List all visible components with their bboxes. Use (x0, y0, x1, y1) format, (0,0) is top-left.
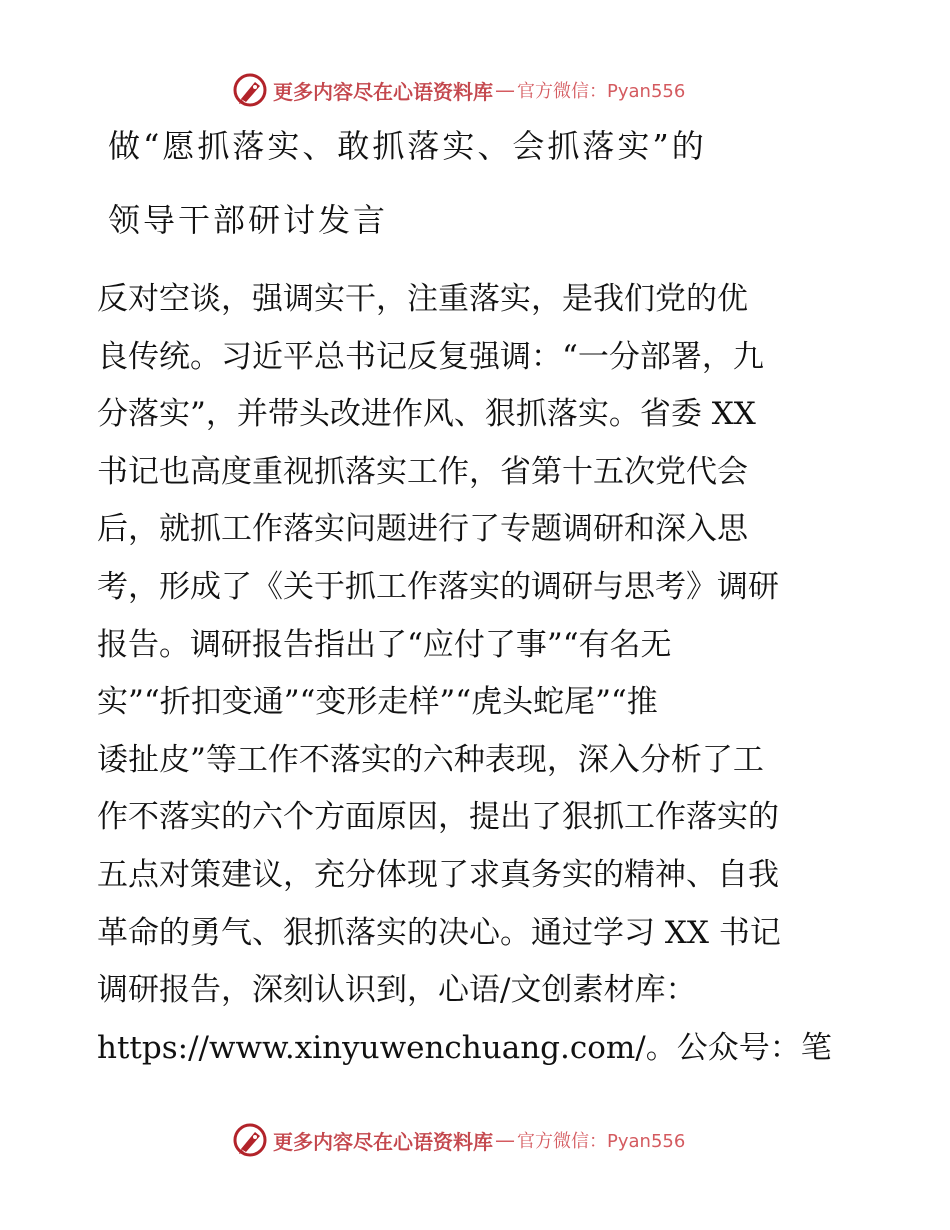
body-line: 作不落实的六个方面原因，提出了狠抓工作落实的 (97, 799, 779, 836)
body-line: 五点对策建议，充分体现了求真务实的精神、自我 (97, 856, 779, 893)
body-line: 良传统。习近平总书记反复强调：“一分部署，九 (97, 338, 764, 375)
body-line: 革命的勇气、狠抓落实的决心。通过学习 XX 书记 (97, 914, 781, 951)
watermark-separator: — (495, 78, 515, 102)
watermark-separator: — (495, 1128, 515, 1152)
footer-watermark (233, 1122, 685, 1158)
document-title-line-1: 做“愿抓落实、敢抓落实、会抓落实”的 (108, 127, 707, 165)
watermark-main-text: 更多内容尽在心语资料库 (273, 1129, 493, 1154)
watermark-wechat-text: 官方微信：Pyan556 (517, 81, 686, 102)
body-line: 书记也高度重视抓落实工作，省第十五次党代会 (97, 453, 748, 490)
header-watermark (233, 72, 685, 108)
body-line: 诿扯皮”等工作不落实的六种表现，深入分析了工 (97, 741, 764, 778)
body-line: 后，就抓工作落实问题进行了专题调研和深入思 (97, 511, 748, 548)
body-line: 考，形成了《关于抓工作落实的调研与思考》调研 (97, 568, 779, 605)
body-line: https://www.xinyuwenchuang.com/。公众号：笔 (97, 1029, 832, 1066)
watermark-wechat-text: 官方微信：Pyan556 (517, 1131, 686, 1152)
body-line: 分落实”，并带头改进作风、狠抓落实。省委 XX (97, 396, 756, 433)
pen-logo-icon (233, 1123, 267, 1157)
body-line: 报告。调研报告指出了“应付了事”“有名无 (97, 626, 672, 663)
body-line: 实”“折扣变通”“变形走样”“虎头蛇尾”“推 (97, 684, 658, 721)
watermark-main-text: 更多内容尽在心语资料库 (273, 79, 493, 104)
document-body (97, 271, 857, 1077)
body-line: 调研报告，深刻认识到，心语/文创素材库： (97, 972, 697, 1009)
body-line: 反对空谈，强调实干，注重落实，是我们党的优 (97, 281, 748, 317)
pen-logo-icon (233, 73, 267, 107)
document-title-line-2: 领导干部研讨发言 (108, 201, 389, 239)
